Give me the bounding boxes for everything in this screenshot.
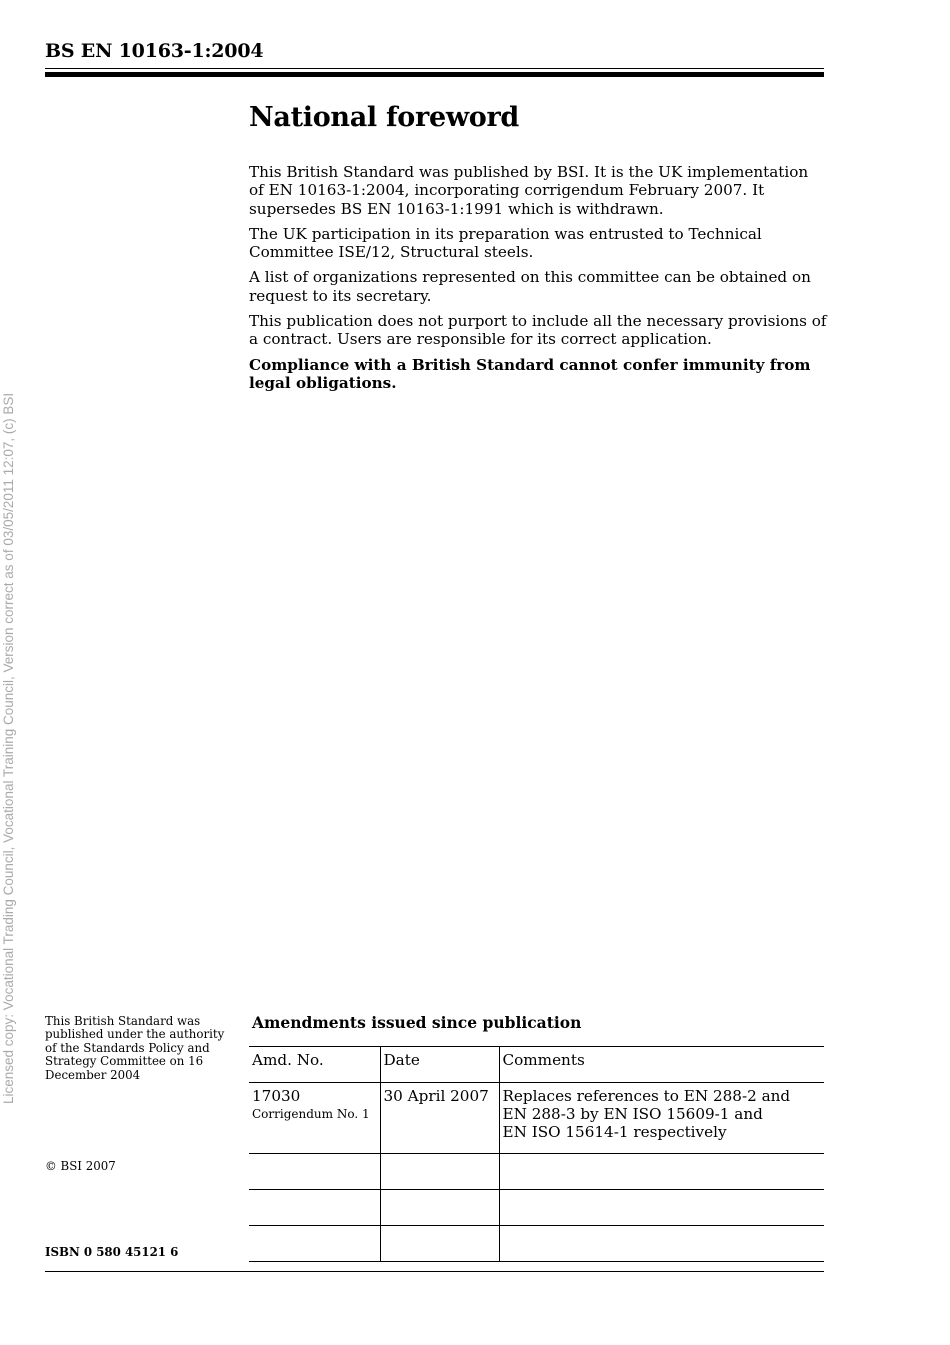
legal-statement: Compliance with a British Standard cannot confer immunity from legal obligations. [249,355,811,392]
header-rule-thick [45,72,824,77]
footer-rule [45,1271,824,1272]
header-rule-thin [45,68,824,69]
comment-line: EN ISO 15614-1 respectively [502,1123,727,1141]
amd-subtitle: Corrigendum No. 1 [252,1107,370,1121]
amendments-table [249,1046,824,1262]
copyright-notice: © BSI 2007 [45,1159,116,1173]
column-header-date: Date [380,1047,499,1083]
empty-cell [249,1154,380,1190]
foreword-body [249,163,827,399]
empty-cell [499,1154,824,1190]
empty-cell [249,1226,380,1262]
empty-cell [499,1226,824,1262]
table-row [249,1083,824,1154]
foreword-paragraph: The UK participation in its preparation was entrusted to Technical Committee ISE/12, Structural steels. [249,224,762,262]
amendments-title: Amendments issued since publication [252,1013,582,1032]
amd-no-cell [249,1083,380,1154]
license-watermark [0,0,18,1345]
empty-cell [380,1154,499,1190]
comment-line: EN 288-3 by EN ISO 15609-1 and [502,1105,763,1123]
comment-line: Replaces references to EN 288-2 and [502,1087,791,1105]
table-row [249,1226,824,1262]
document-id: BS EN 10163-1:2004 [45,40,264,62]
date-cell: 30 April 2007 [380,1083,499,1154]
comments-cell [499,1083,824,1154]
empty-cell [380,1226,499,1262]
empty-cell [499,1190,824,1226]
empty-cell [249,1190,380,1226]
column-header-amd-no: Amd. No. [249,1047,380,1083]
isbn-number: ISBN 0 580 45121 6 [45,1245,179,1259]
table-header-row [249,1047,824,1083]
foreword-paragraph: A list of organizations represented on this committee can be obtained on request to its secretary. [249,268,811,305]
foreword-paragraph: This British Standard was published by BSI. It is the UK implementation of EN 10163-1:2004, incorporating corrigendum February 2007. It supersedes BS EN 10163-1:1991 which is withdrawn. [249,163,809,218]
page-title: National foreword [249,102,519,133]
empty-cell [380,1190,499,1226]
watermark-text: Licensed copy: Vocational Trading Council, Vocational Training Council, Version correct as of 03/05/2011 12:07, (c) BSI [1,392,16,1104]
publication-note: This British Standard was published under the authority of the Standards Policy and Strategy Committee on 16 December 2004 [45,1014,225,1082]
amd-number: 17030 [252,1087,301,1105]
table-row [249,1190,824,1226]
table-row [249,1154,824,1190]
column-header-comments: Comments [499,1047,824,1083]
foreword-paragraph: This publication does not purport to include all the necessary provisions of a contract. Users are responsible for its correct application. [249,312,827,349]
